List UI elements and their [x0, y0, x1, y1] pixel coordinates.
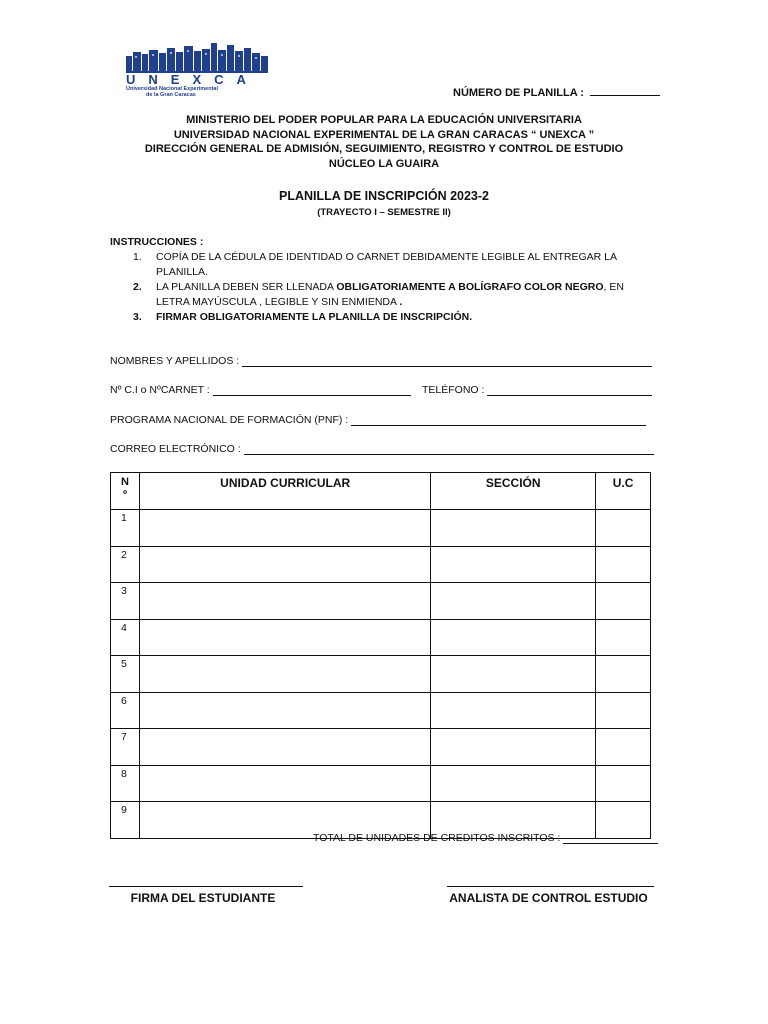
student-signature-line[interactable] [109, 886, 303, 887]
unidad-cell[interactable] [139, 729, 430, 766]
seccion-cell[interactable] [431, 729, 596, 766]
unidad-cell[interactable] [139, 656, 430, 693]
col-header-num: Nº [111, 473, 140, 510]
instruction-item [133, 280, 653, 310]
planilla-number-field [453, 84, 660, 99]
col-header-seccion: SECCIÓN [431, 473, 596, 510]
telefono-label: TELÉFONO : [422, 384, 485, 396]
row-number: 4 [111, 619, 140, 656]
analyst-signature-line[interactable] [447, 886, 654, 887]
table-row [111, 583, 651, 620]
uc-cell[interactable] [596, 765, 651, 802]
institution-header [0, 113, 768, 171]
instructions-heading: INSTRUCCIONES : [110, 236, 204, 248]
logo-caption [126, 86, 271, 98]
correo-field [110, 443, 654, 455]
courses-table [110, 472, 651, 839]
seccion-cell[interactable] [431, 510, 596, 547]
page-subtitle: (TRAYECTO I – SEMESTRE II) [317, 207, 451, 218]
table-row [111, 729, 651, 766]
cedula-label: Nº C.I o NºCARNET : [110, 384, 210, 396]
row-number: 5 [111, 656, 140, 693]
nombres-label: NOMBRES Y APELLIDOS : [110, 355, 240, 367]
programa-field [110, 414, 646, 426]
page-title: PLANILLA DE INSCRIPCIÓN 2023-2 [279, 189, 489, 203]
analyst-signature-label: ANALISTA DE CONTROL ESTUDIO [449, 891, 648, 905]
nombres-line[interactable] [242, 355, 652, 367]
uc-cell[interactable] [596, 583, 651, 620]
uc-cell[interactable] [596, 692, 651, 729]
row-number: 6 [111, 692, 140, 729]
row-number: 7 [111, 729, 140, 766]
instruction-item [133, 250, 653, 280]
row-number: 9 [111, 802, 140, 839]
col-header-uc: U.C [596, 473, 651, 510]
seccion-cell[interactable] [431, 656, 596, 693]
uc-cell[interactable] [596, 729, 651, 766]
table-row [111, 510, 651, 547]
seccion-cell[interactable] [431, 619, 596, 656]
planilla-number-line[interactable] [590, 84, 660, 96]
header-ministry: MINISTERIO DEL PODER POPULAR PARA LA EDUCACIÓN UNIVERSITARIA [186, 114, 582, 126]
planilla-number-label: NÚMERO DE PLANILLA : [453, 87, 584, 99]
row-number: 1 [111, 510, 140, 547]
correo-label: CORREO ELECTRÓNICO : [110, 443, 241, 455]
row-number: 2 [111, 546, 140, 583]
cedula-line[interactable] [213, 384, 411, 396]
unidad-cell[interactable] [139, 765, 430, 802]
logo-caption-line2: de la Gran Caracas [146, 92, 196, 98]
table-row [111, 692, 651, 729]
unidad-cell[interactable] [139, 583, 430, 620]
unidad-cell[interactable] [139, 546, 430, 583]
seccion-cell[interactable] [431, 692, 596, 729]
instruction-text-post: , EN LETRA MAYÚSCULA , LEGIBLE Y SIN ENMIENDA [156, 281, 624, 308]
header-university: UNIVERSIDAD NACIONAL EXPERIMENTAL DE LA GRAN CARACAS “ UNEXCA ” [173, 128, 595, 141]
instruction-text-end: . [399, 296, 403, 308]
unidad-cell[interactable] [139, 510, 430, 547]
seccion-cell[interactable] [431, 765, 596, 802]
header-direction: DIRECCIÓN GENERAL DE ADMISIÓN, SEGUIMIENTO, REGISTRO Y CONTROL DE ESTUDIO [144, 143, 624, 155]
total-credits-line[interactable] [563, 832, 658, 844]
uc-cell[interactable] [596, 619, 651, 656]
seccion-cell[interactable] [431, 546, 596, 583]
nombres-field [110, 355, 652, 367]
unidad-cell[interactable] [139, 619, 430, 656]
table-row [111, 619, 651, 656]
correo-line[interactable] [244, 443, 654, 455]
table-header-row [111, 473, 651, 510]
student-signature-label: FIRMA DEL ESTUDIANTE [130, 891, 276, 905]
instruction-number: 1. [133, 251, 142, 263]
programa-line[interactable] [351, 414, 646, 426]
instruction-number: 3. [133, 311, 142, 323]
total-credits-label: TOTAL DE UNIDADES DE CREDITOS INSCRITOS : [313, 832, 561, 844]
instruction-text [156, 280, 656, 310]
header-nucleus: NÚCLEO LA GUAIRA [328, 157, 440, 170]
programa-label: PROGRAMA NACIONAL DE FORMACIÓN (PNF) : [110, 414, 349, 426]
table-row [111, 656, 651, 693]
seccion-cell[interactable] [431, 583, 596, 620]
instruction-item [133, 310, 653, 325]
instruction-text: COPÍA DE LA CÉDULA DE IDENTIDAD O CARNET DEBIDAMENTE LEGIBLE AL ENTREGAR LA PLANILLA. [156, 251, 617, 278]
uc-cell[interactable] [596, 510, 651, 547]
total-credits-field [313, 832, 658, 844]
telefono-line[interactable] [487, 384, 652, 396]
instruction-number: 2. [133, 281, 142, 293]
unidad-cell[interactable] [139, 692, 430, 729]
instruction-text-pre: LA PLANILLA DEBEN SER LLENADA [156, 281, 337, 293]
instruction-text-bold: OBLIGATORIAMENTE A BOLÍGRAFO COLOR NEGRO [336, 281, 604, 293]
logo-caption-line1: Universidad Nacional Experimental [126, 86, 219, 92]
col-header-unidad: UNIDAD CURRICULAR [139, 473, 430, 510]
logo-acronym: UNEXCA [126, 72, 259, 87]
table-row [111, 765, 651, 802]
uc-cell[interactable] [596, 656, 651, 693]
uc-cell[interactable] [596, 546, 651, 583]
row-number: 8 [111, 765, 140, 802]
university-logo [126, 42, 276, 98]
row-number: 3 [111, 583, 140, 620]
table-row [111, 546, 651, 583]
instruction-text: FIRMAR OBLIGATORIAMENTE LA PLANILLA DE INSCRIPCIÓN. [156, 311, 473, 323]
cedula-field [110, 384, 411, 396]
telefono-field [422, 384, 652, 396]
